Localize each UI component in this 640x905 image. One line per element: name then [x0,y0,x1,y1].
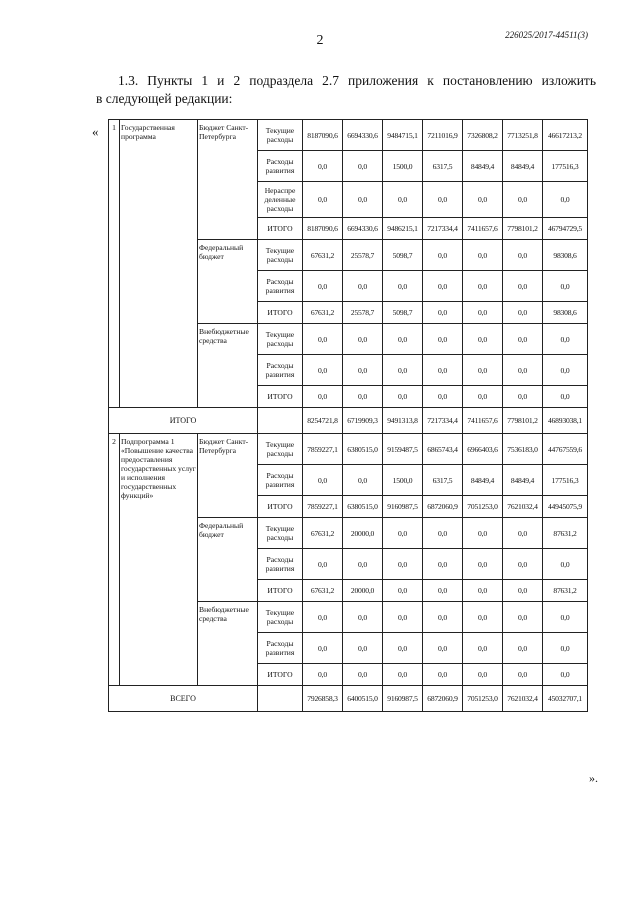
value-cell: 0,0 [343,664,383,686]
value-cell: 0,0 [383,182,423,218]
value-cell: 0,0 [303,182,343,218]
value-cell: 7713251,8 [503,120,543,151]
value-cell: 0,0 [343,355,383,386]
expense-type: Расходы развития [258,151,303,182]
value-cell: 7217334,4 [423,218,463,240]
value-cell: 0,0 [463,602,503,633]
value-cell: 0,0 [463,355,503,386]
intro-line-1: 1.3. Пункты 1 и 2 подраздела 2.7 приложения к постановлению изложить [118,73,596,88]
value-cell: 7536183,0 [503,434,543,465]
expense-type: Текущие расходы [258,518,303,549]
expense-type: Текущие расходы [258,434,303,465]
expense-type: Текущие расходы [258,240,303,271]
value-cell: 0,0 [343,324,383,355]
row-number: 2 [109,434,120,686]
value-cell: 6719909,3 [343,408,383,434]
value-cell: 46617213,2 [543,120,588,151]
value-cell: 0,0 [543,271,588,302]
value-cell: 9160987,5 [383,496,423,518]
intro-line-2: в следующей редакции: [96,91,233,106]
value-cell: 0,0 [383,549,423,580]
value-cell: 45032707,1 [543,686,588,712]
value-cell: 7926858,3 [303,686,343,712]
value-cell: 7326808,2 [463,120,503,151]
expense-type: Расходы развития [258,271,303,302]
value-cell: 0,0 [343,633,383,664]
value-cell: 0,0 [463,324,503,355]
value-cell: 0,0 [463,633,503,664]
value-cell: 6872060,9 [423,686,463,712]
document-code: 226025/2017-44511(3) [505,30,588,40]
value-cell: 0,0 [303,151,343,182]
value-cell: 0,0 [543,182,588,218]
value-cell: 0,0 [383,602,423,633]
value-cell: 0,0 [423,240,463,271]
value-cell: 7211016,9 [423,120,463,151]
value-cell: 0,0 [463,271,503,302]
value-cell: 0,0 [383,271,423,302]
value-cell: 7798101,2 [503,408,543,434]
value-cell: 1500,0 [383,465,423,496]
total-label: ВСЕГО [109,686,258,712]
total-row [109,408,588,434]
value-cell: 0,0 [303,664,343,686]
value-cell: 0,0 [303,386,343,408]
value-cell: 0,0 [543,633,588,664]
table-row [109,120,588,151]
value-cell: 6317,5 [423,465,463,496]
value-cell: 6872060,9 [423,496,463,518]
value-cell: 0,0 [463,182,503,218]
financing-table [108,119,588,712]
funding-source: Бюджет Санкт-Петербурга [198,120,258,240]
value-cell: 67631,2 [303,580,343,602]
value-cell: 0,0 [303,549,343,580]
value-cell: 0,0 [543,386,588,408]
value-cell: 0,0 [463,518,503,549]
value-cell: 0,0 [463,240,503,271]
value-cell: 6380515,0 [343,496,383,518]
value-cell: 0,0 [383,355,423,386]
total-label: ИТОГО [109,408,258,434]
value-cell: 84849,4 [463,465,503,496]
expense-type: Расходы развития [258,465,303,496]
value-cell: 0,0 [503,580,543,602]
expense-type: Расходы развития [258,549,303,580]
value-cell: 8187090,6 [303,120,343,151]
value-cell: 0,0 [463,580,503,602]
value-cell: 0,0 [423,355,463,386]
value-cell: 7859227,1 [303,434,343,465]
value-cell: 98308,6 [543,240,588,271]
expense-type: ИТОГО [258,580,303,602]
value-cell: 7859227,1 [303,496,343,518]
value-cell: 0,0 [383,386,423,408]
value-cell: 0,0 [503,302,543,324]
value-cell: 25578,7 [343,240,383,271]
value-cell: 5098,7 [383,302,423,324]
expense-type: Нераспре деленные расходы [258,182,303,218]
expense-type: Расходы развития [258,355,303,386]
value-cell: 0,0 [383,633,423,664]
value-cell: 0,0 [503,355,543,386]
expense-type: Текущие расходы [258,324,303,355]
value-cell: 0,0 [503,271,543,302]
funding-source: Внебюджетные средства [198,324,258,408]
value-cell: 9484715,1 [383,120,423,151]
value-cell: 8187090,6 [303,218,343,240]
value-cell: 7798101,2 [503,218,543,240]
value-cell: 84849,4 [463,151,503,182]
value-cell: 0,0 [423,302,463,324]
value-cell: 9486215,1 [383,218,423,240]
value-cell: 20000,0 [343,518,383,549]
value-cell: 20000,0 [343,580,383,602]
value-cell: 7411657,6 [463,218,503,240]
value-cell: 0,0 [423,324,463,355]
expense-type: ИТОГО [258,664,303,686]
value-cell: 0,0 [423,633,463,664]
value-cell: 177516,3 [543,151,588,182]
value-cell: 67631,2 [303,240,343,271]
opening-quote: « [92,124,99,139]
value-cell: 6400515,0 [343,686,383,712]
value-cell: 0,0 [543,602,588,633]
value-cell: 6317,5 [423,151,463,182]
value-cell: 0,0 [423,602,463,633]
value-cell: 177516,3 [543,465,588,496]
expense-type: ИТОГО [258,302,303,324]
value-cell: 7621032,4 [503,496,543,518]
value-cell: 8254721,8 [303,408,343,434]
row-number: 1 [109,120,120,408]
page-number: 2 [316,33,324,48]
value-cell: 0,0 [343,465,383,496]
expense-type: Текущие расходы [258,602,303,633]
value-cell: 0,0 [303,355,343,386]
value-cell: 0,0 [343,151,383,182]
value-cell: 0,0 [343,182,383,218]
value-cell: 25578,7 [343,302,383,324]
value-cell: 9159487,5 [383,434,423,465]
value-cell: 9491313,8 [383,408,423,434]
value-cell: 6694330,6 [343,218,383,240]
value-cell: 0,0 [463,664,503,686]
value-cell: 1500,0 [383,151,423,182]
value-cell: 7217334,4 [423,408,463,434]
expense-type: ИТОГО [258,218,303,240]
value-cell: 0,0 [343,271,383,302]
empty-cell [258,408,303,434]
value-cell: 0,0 [463,549,503,580]
value-cell: 0,0 [543,664,588,686]
value-cell: 0,0 [503,240,543,271]
funding-source: Федеральный бюджет [198,240,258,324]
value-cell: 0,0 [423,386,463,408]
value-cell: 0,0 [303,602,343,633]
value-cell: 9160987,5 [383,686,423,712]
value-cell: 0,0 [503,664,543,686]
value-cell: 0,0 [423,271,463,302]
table-row [109,434,588,465]
value-cell: 0,0 [503,324,543,355]
value-cell: 6966403,6 [463,434,503,465]
value-cell: 6865743,4 [423,434,463,465]
value-cell: 0,0 [303,465,343,496]
expense-type: ИТОГО [258,496,303,518]
value-cell: 87631,2 [543,518,588,549]
value-cell: 0,0 [303,271,343,302]
value-cell: 0,0 [423,664,463,686]
intro-paragraph [96,72,596,108]
value-cell: 67631,2 [303,518,343,549]
closing-quote: ». [589,771,598,785]
value-cell: 7051253,0 [463,496,503,518]
value-cell: 0,0 [503,182,543,218]
value-cell: 0,0 [343,386,383,408]
value-cell: 0,0 [383,518,423,549]
value-cell: 5098,7 [383,240,423,271]
value-cell: 0,0 [383,580,423,602]
value-cell: 0,0 [463,302,503,324]
value-cell: 7621032,4 [503,686,543,712]
value-cell: 6694330,6 [343,120,383,151]
value-cell: 46794729,5 [543,218,588,240]
value-cell: 0,0 [503,386,543,408]
value-cell: 0,0 [543,324,588,355]
value-cell: 0,0 [423,518,463,549]
value-cell: 0,0 [423,182,463,218]
value-cell: 0,0 [463,386,503,408]
value-cell: 0,0 [503,633,543,664]
funding-source: Бюджет Санкт-Петербурга [198,434,258,518]
value-cell: 0,0 [343,602,383,633]
value-cell: 0,0 [543,355,588,386]
value-cell: 44945075,9 [543,496,588,518]
program-name: Государственная программа [120,120,198,408]
expense-type: Расходы развития [258,633,303,664]
value-cell: 0,0 [543,549,588,580]
value-cell: 0,0 [503,518,543,549]
value-cell: 84849,4 [503,151,543,182]
value-cell: 0,0 [383,324,423,355]
expense-type: ИТОГО [258,386,303,408]
value-cell: 98308,6 [543,302,588,324]
funding-source: Внебюджетные средства [198,602,258,686]
value-cell: 0,0 [343,549,383,580]
value-cell: 84849,4 [503,465,543,496]
program-name: Подпрограмма 1 «Повышение качества предоставления государственных услуг и исполнения государственных функций» [120,434,198,686]
value-cell: 0,0 [423,549,463,580]
total-row [109,686,588,712]
value-cell: 7051253,0 [463,686,503,712]
value-cell: 0,0 [503,549,543,580]
value-cell: 44767559,6 [543,434,588,465]
value-cell: 7411657,6 [463,408,503,434]
expense-type: Текущие расходы [258,120,303,151]
value-cell: 0,0 [303,324,343,355]
funding-source: Федеральный бюджет [198,518,258,602]
value-cell: 0,0 [503,602,543,633]
value-cell: 87631,2 [543,580,588,602]
empty-cell [258,686,303,712]
value-cell: 67631,2 [303,302,343,324]
value-cell: 0,0 [383,664,423,686]
value-cell: 0,0 [303,633,343,664]
value-cell: 6380515,0 [343,434,383,465]
value-cell: 46893038,1 [543,408,588,434]
value-cell: 0,0 [423,580,463,602]
